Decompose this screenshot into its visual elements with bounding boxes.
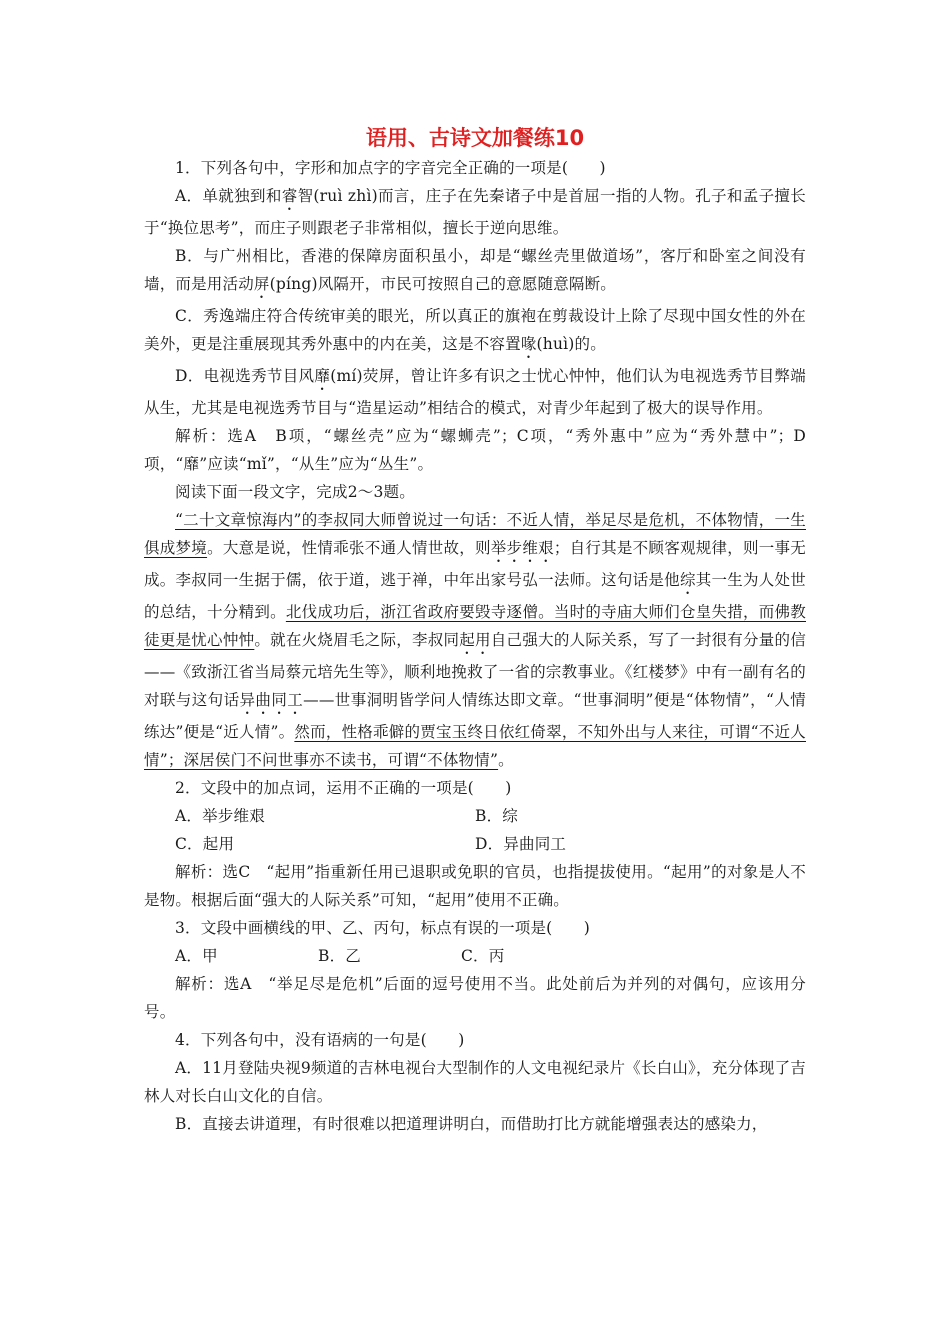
q1-stem: 1．下列各句中，字形和加点字的字音完全正确的一项是( ) [175, 159, 606, 177]
dotted-word: 综 [679, 571, 696, 589]
q3-option-b: B．乙 [318, 947, 361, 965]
q2-options-row-1 [144, 802, 806, 830]
passage-text: 。就在火烧眉毛之际，李叔同 [254, 631, 460, 649]
q3-option-c: C．丙 [461, 947, 505, 965]
q2-option-d: D．异曲同工 [475, 835, 567, 853]
q1-option-c: C．秀逸端庄符合传统审美的眼光，所以真正的旗袍在剪裁设计上除了尽现中国女性的外在美外，更是注重展现其秀外惠中的内在美，这是不容置喙(huì)的。 [144, 307, 806, 353]
passage-text: 。 [498, 751, 514, 769]
q4-stem: 4．下列各句中，没有语病的一句是( ) [175, 1031, 465, 1049]
passage-text: 其一生为人处世的总结，十分精到。 [144, 571, 806, 621]
q4-option-a: A．11月登陆央视9频道的吉林电视台大型制作的人文电视纪录片《长白山》，充分体现了吉林人对长白山文化的自信。 [144, 1059, 806, 1105]
q1-option-b: B．与广州相比，香港的保障房面积虽小，却是“螺丝壳里做道场”，客厅和卧室之间没有墙，而是用活动屏(píng)风隔开，市民可按照自己的意愿随意隔断。 [144, 247, 806, 293]
q2-analysis: 解析：选C “起用”指重新任用已退职或免职的官员，也指提拔使用。“起用”的对象是人不是物。根据后面“强大的人际关系”可知，“起用”使用不正确。 [144, 863, 806, 909]
passage-text: ；自行其是不顾客观规律，则一事无成。李叔同一生据于儒，依于道，逃于禅，中年出家号弘一法师。这句话是他 [144, 539, 806, 589]
q3-stem: 3．文段中画横线的甲、乙、丙句，标点有误的一项是( ) [175, 919, 591, 937]
q4-option-b: B．直接去讲道理，有时很难以把道理讲明白，而借助打比方就能增强表达的感染力， [175, 1115, 768, 1133]
q2-option-c: C．起用 [175, 835, 235, 853]
dotted-word: 起用 [459, 631, 491, 649]
q2-option-a: A．举步维艰 [175, 807, 265, 825]
q3-option-a: A．甲 [175, 947, 218, 965]
reading-passage [144, 506, 806, 774]
page-title: 语用、古诗文加餐练10 [365, 126, 585, 150]
q1-option-d: D．电视选秀节目风靡(mí)荧屏，曾让许多有识之士忧心忡忡，他们认为电视选秀节目弊端从生，尤其是电视选秀节目与“造星运动”相结合的模式，对青少年起到了极大的误导作用。 [144, 367, 807, 417]
underlined-sentence: “二十文章惊海内”的李叔同大师曾说过一句话：不近人情，举足尽是危机，不体物情，一生俱成梦境 [144, 511, 806, 557]
passage-text: ——世事洞明皆学问人情练达即文章。“世事洞明”便是“体物情”，“人情练达”便是“近人情”。 [144, 691, 806, 741]
q1-option-a: A．单就独到和睿智(ruì zhì)而言，庄子在先秦诸子中是首屈一指的人物。孔子和孟子擅长于“换位思考”，而庄子则跟老子非常相似，擅长于逆向思维。 [144, 187, 806, 237]
passage-text: 。大意是说，性情乖张不通人情世故，则 [207, 539, 491, 557]
q2-stem: 2．文段中的加点词，运用不正确的一项是( ) [175, 779, 512, 797]
underlined-sentence: 然而，性格乖僻的贾宝玉终日依红倚翠，不知外出与人来往，可谓“不近人情”；深居侯门不问世事亦不读书，可谓“不体物情” [144, 723, 806, 769]
dotted-word: 异曲同工 [239, 691, 304, 709]
q3-analysis: 解析：选A “举足尽是危机”后面的逗号使用不当。此处前后为并列的对偶句，应该用分号。 [144, 975, 806, 1021]
dotted-word: 举步维艰 [490, 539, 554, 557]
q2-options-row-2 [144, 830, 806, 858]
q1-analysis: 解析：选A B项，“螺丝壳”应为“螺蛳壳”；C项，“秀外惠中”应为“秀外慧中”；D项，“靡”应读“mǐ”，“从生”应为“丛生”。 [144, 427, 806, 473]
document-body [144, 154, 806, 1138]
q2-option-b: B．综 [475, 807, 518, 825]
q3-options [144, 942, 806, 970]
reading-intro: 阅读下面一段文字，完成2～3题。 [175, 483, 415, 501]
underlined-sentence: 北伐成功后，浙江省政府要毁寺逐僧。当时的寺庙大师们仓皇失措，而佛教徒更是忧心忡忡 [144, 603, 806, 649]
passage-text: 自己强大的人际关系，写了一封很有分量的信——《致浙江省当局蔡元培先生等》，顺利地挽救了一省的宗教事业。《红楼梦》中有一副有名的对联与这句话 [144, 631, 806, 709]
